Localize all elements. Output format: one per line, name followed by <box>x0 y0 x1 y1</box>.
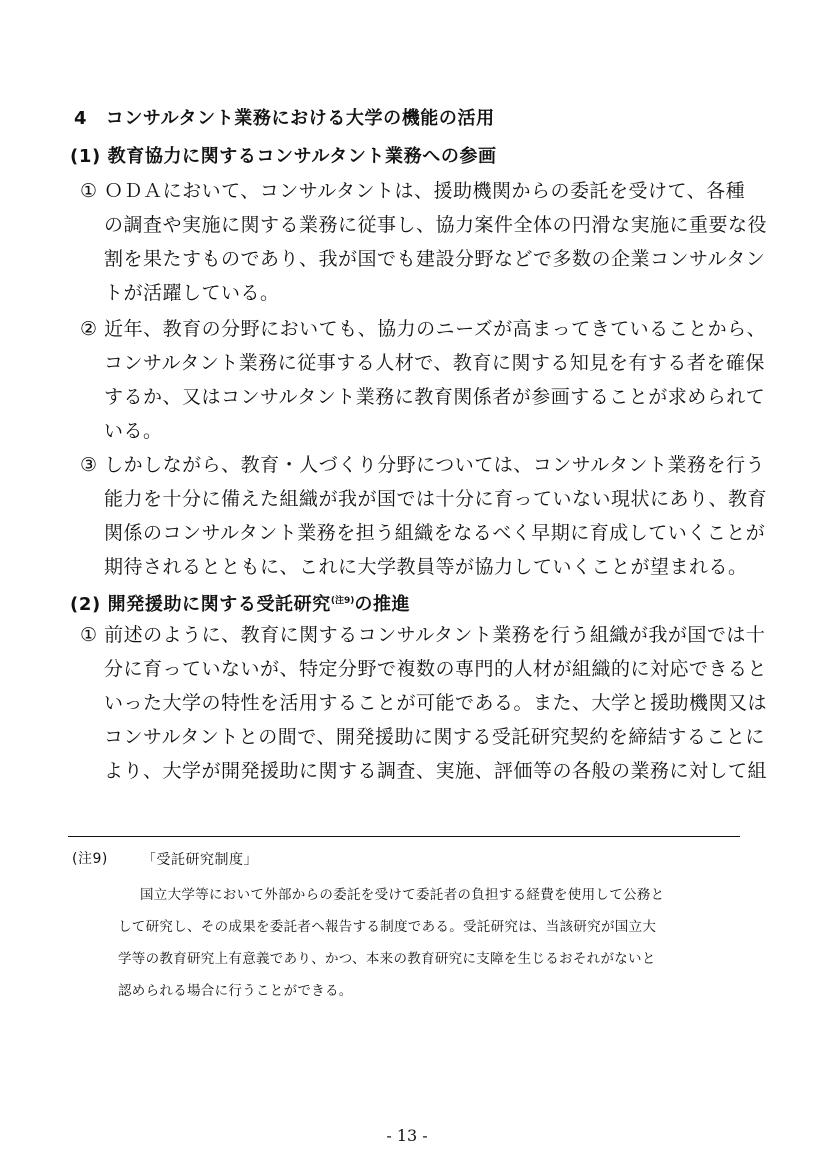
paragraph-line: ③ しかしながら、教育・人づくり分野については、コンサルタント業務を行う <box>80 454 765 476</box>
paragraph-line: ② 近年、教育の分野においても、協力のニーズが高まってきていることから、 <box>80 318 767 340</box>
subsection-2-heading-text: (2) 開発援助に関する受託研究 <box>70 594 331 615</box>
subsection-2-heading <box>70 590 410 616</box>
paragraph-line: 割を果たすものであり、我が国でも建設分野などで多数の企業コンサルタン <box>104 248 766 270</box>
paragraph-line: 期待されるとともに、これに大学教員等が協力していくことが望まれる。 <box>104 556 748 578</box>
subsection-2-heading-suffix: の推進 <box>354 594 411 615</box>
paragraph-line: するか、又はコンサルタント業務に教育関係者が参画することが求められて <box>104 386 766 408</box>
subsection-1-heading: (1) 教育協力に関するコンサルタント業務への参画 <box>70 146 497 167</box>
paragraph-line: の調査や実施に関する業務に従事し、協力案件全体の円滑な実施に重要な役 <box>104 214 768 236</box>
footnote-line: 学等の教育研究上有意義であり、かつ、本来の教育研究に支障を生じるおそれがないと <box>118 951 656 967</box>
section-heading: 4 コンサルタント業務における大学の機能の活用 <box>74 108 495 129</box>
paragraph-line: 能力を十分に備えた組織が我が国では十分に育っていない現状にあり、教育 <box>104 488 768 510</box>
paragraph-line: いった大学の特性を活用することが可能である。また、大学と援助機関又は <box>104 692 768 714</box>
footnote-title: 「受託研究制度」 <box>142 852 258 868</box>
paragraph-line: コンサルタントとの間で、開発援助に関する受託研究契約を締結することに <box>104 726 765 748</box>
paragraph-line: ① 前述のように、教育に関するコンサルタント業務を行う組織が我が国では十 <box>80 624 766 646</box>
footnote-line: して研究し、その成果を委託者へ報告する制度である。受託研究は、当該研究が国立大 <box>118 919 657 935</box>
footnote-label: (注9) <box>72 851 108 867</box>
footnote-divider <box>68 836 740 837</box>
footnote-line: 国立大学等において外部からの委託を受けて委託者の負担する経費を使用して公務と <box>140 887 665 903</box>
paragraph-line: トが活躍している。 <box>104 282 280 304</box>
footnote-reference: (注9) <box>330 596 355 606</box>
paragraph-line: より、大学が開発援助に関する調査、実施、評価等の各般の業務に対して組 <box>104 760 768 782</box>
footnote-line: 認められる場合に行うことができる。 <box>118 983 353 999</box>
paragraph-line: コンサルタント業務に従事する人材で、教育に関する知見を有する者を確保 <box>104 352 765 374</box>
paragraph-line: 関係のコンサルタント業務を担う組織をなるべく早期に育成していくことが <box>104 522 766 544</box>
paragraph-line: ① ＯＤＡにおいて、コンサルタントは、援助機関からの委託を受けて、各種 <box>80 180 746 202</box>
paragraph-line: 分に育っていないが、特定分野で複数の専門的人材が組織的に対応できると <box>104 658 768 680</box>
page-number: - 13 - <box>386 1126 428 1145</box>
paragraph-line: いる。 <box>104 420 163 442</box>
